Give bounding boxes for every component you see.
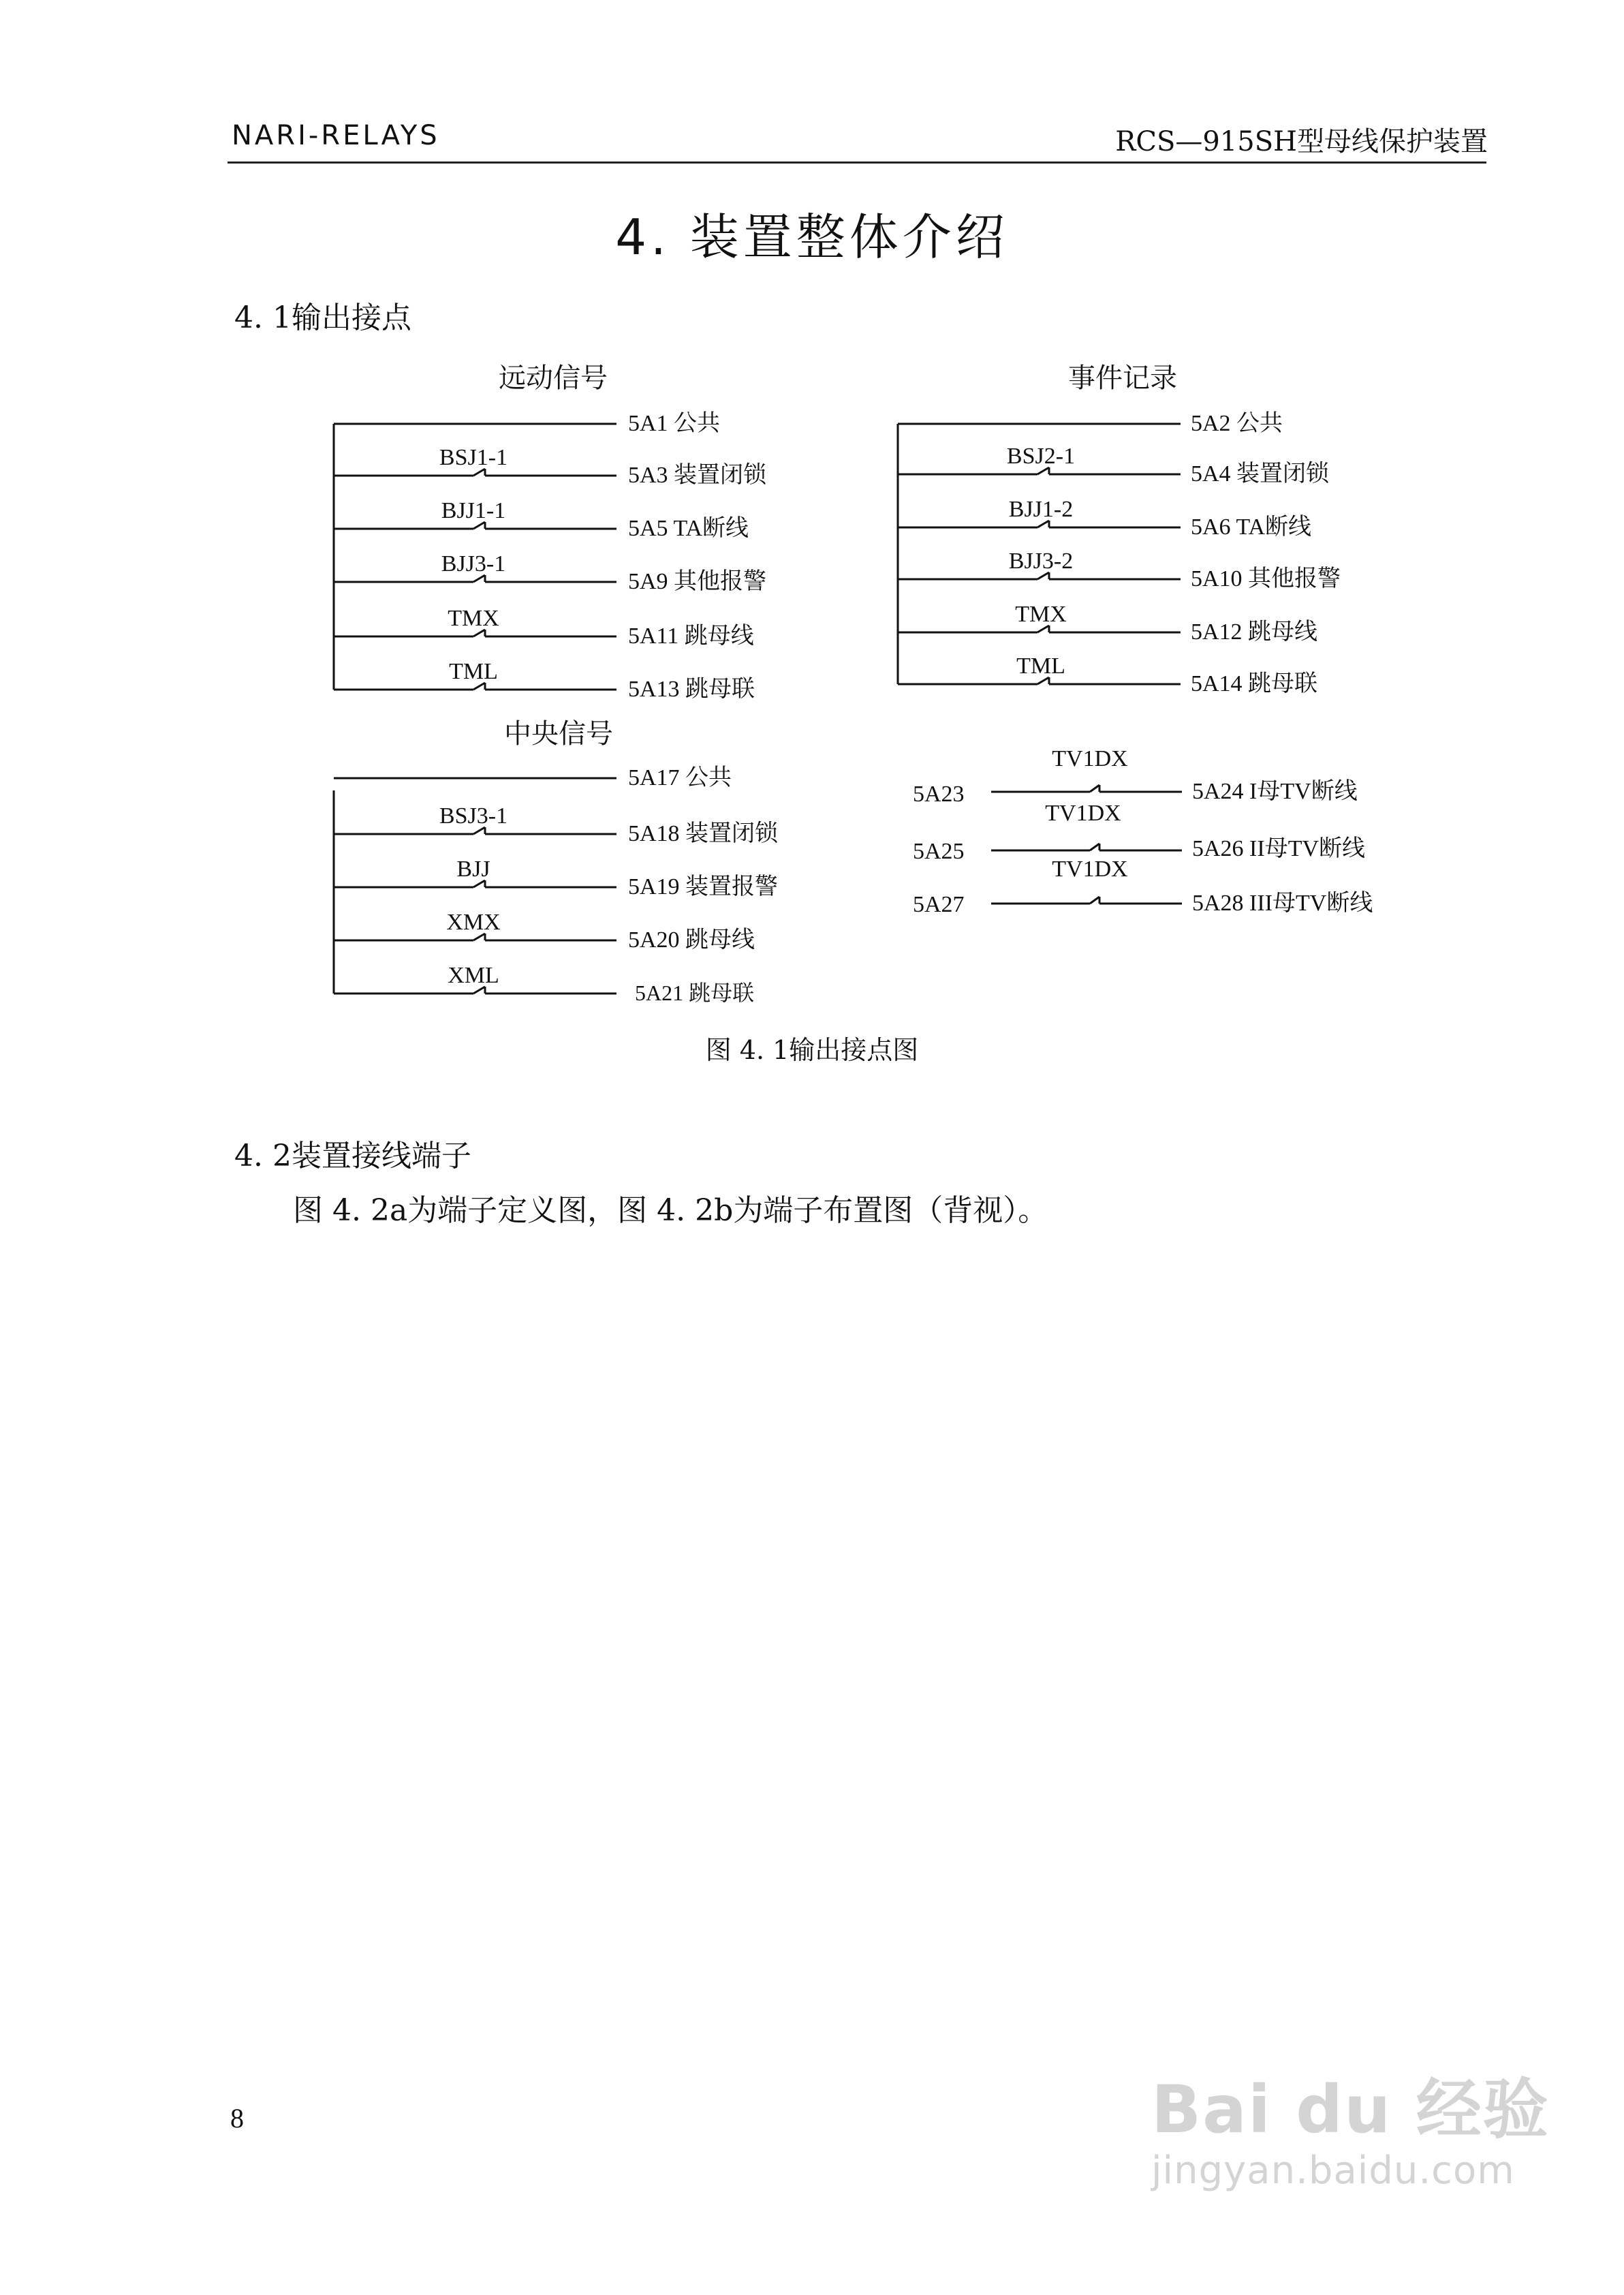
- figure-caption: 图 4. 1输出接点图: [705, 1035, 919, 1065]
- g3-contact-3: XMX: [446, 910, 501, 935]
- g4-left-2: 5A25: [913, 839, 965, 864]
- g1-label-5: 5A13 跳母联: [628, 677, 755, 702]
- watermark-site: jingyan.baidu.com: [1151, 2148, 1515, 2193]
- g1-contact-5: TML: [449, 659, 498, 684]
- g2-contact-4: TMX: [1015, 602, 1067, 627]
- g3-label-4: 5A21 跳母联: [635, 981, 755, 1005]
- g3-common-label: 5A17 公共: [628, 765, 732, 790]
- g2-contact-1: BSJ2-1: [1006, 444, 1076, 469]
- g1-contact-3: BJJ3-1: [441, 551, 506, 576]
- g2-label-4: 5A12 跳母线: [1191, 619, 1318, 645]
- g4-contact-1: TV1DX: [1052, 746, 1128, 771]
- g2-label-1: 5A4 装置闭锁: [1191, 461, 1330, 487]
- section-heading-4-1: 4. 1输出接点: [234, 301, 411, 335]
- g1-label-2: 5A5 TA断线: [628, 516, 749, 541]
- g1-contact-1: BSJ1-1: [439, 445, 508, 470]
- g1-label-1: 5A3 装置闭锁: [628, 463, 767, 488]
- g2-title: 事件记录: [1068, 363, 1177, 393]
- watermark-brand: Bai du 经验: [1151, 2071, 1550, 2148]
- page-number: 8: [230, 2103, 244, 2134]
- g2-contact-5: TML: [1016, 653, 1065, 679]
- page-title: 4. 装置整体介绍: [615, 209, 1009, 266]
- g4-row-2: [991, 844, 1182, 850]
- g4-row-3: [991, 897, 1182, 904]
- g4-left-3: 5A27: [913, 892, 965, 917]
- g1-title: 远动信号: [499, 363, 608, 393]
- g3-label-1: 5A18 装置闭锁: [628, 821, 779, 846]
- g2-label-5: 5A14 跳母联: [1191, 671, 1318, 696]
- body-paragraph: 图 4. 2a为端子定义图，图 4. 2b为端子布置图（背视）。: [293, 1193, 1048, 1228]
- g1-contact-2: BJJ1-1: [441, 498, 506, 523]
- header-left: NARI-RELAYS: [232, 120, 440, 151]
- output-contacts-diagram: [0, 0, 1624, 1090]
- g2-label-3: 5A10 其他报警: [1191, 566, 1341, 591]
- g4-label-2: 5A26 II母TV断线: [1192, 836, 1366, 861]
- g1-common-label: 5A1 公共: [628, 411, 721, 436]
- g3-label-2: 5A19 装置报警: [628, 874, 779, 899]
- g3-contact-2: BJJ: [456, 857, 490, 882]
- g2-label-2: 5A6 TA断线: [1191, 514, 1312, 540]
- g3-title: 中央信号: [504, 718, 613, 749]
- g1-contact-4: TMX: [448, 606, 499, 631]
- g3-contact-4: XML: [448, 963, 499, 988]
- g2-contact-3: BJJ3-2: [1008, 549, 1074, 574]
- watermark: [1151, 2058, 1550, 2193]
- g4-row-1: [991, 785, 1182, 792]
- g2-contact-2: BJJ1-2: [1008, 497, 1074, 522]
- g3-contact-1: BSJ3-1: [439, 803, 508, 829]
- section-heading-4-2: 4. 2装置接线端子: [234, 1139, 471, 1173]
- g4-contact-2: TV1DX: [1045, 801, 1121, 826]
- g4-label-1: 5A24 I母TV断线: [1192, 779, 1358, 804]
- header-right: RCS—915SH型母线保护装置: [1115, 126, 1488, 157]
- g2-common-label: 5A2 公共: [1191, 411, 1283, 436]
- g4-label-3: 5A28 III母TV断线: [1192, 891, 1373, 916]
- g1-label-3: 5A9 其他报警: [628, 569, 767, 594]
- g1-label-4: 5A11 跳母线: [628, 623, 754, 649]
- g4-contact-3: TV1DX: [1052, 857, 1128, 882]
- g3-label-3: 5A20 跳母线: [628, 927, 755, 953]
- g4-left-1: 5A23: [913, 782, 965, 807]
